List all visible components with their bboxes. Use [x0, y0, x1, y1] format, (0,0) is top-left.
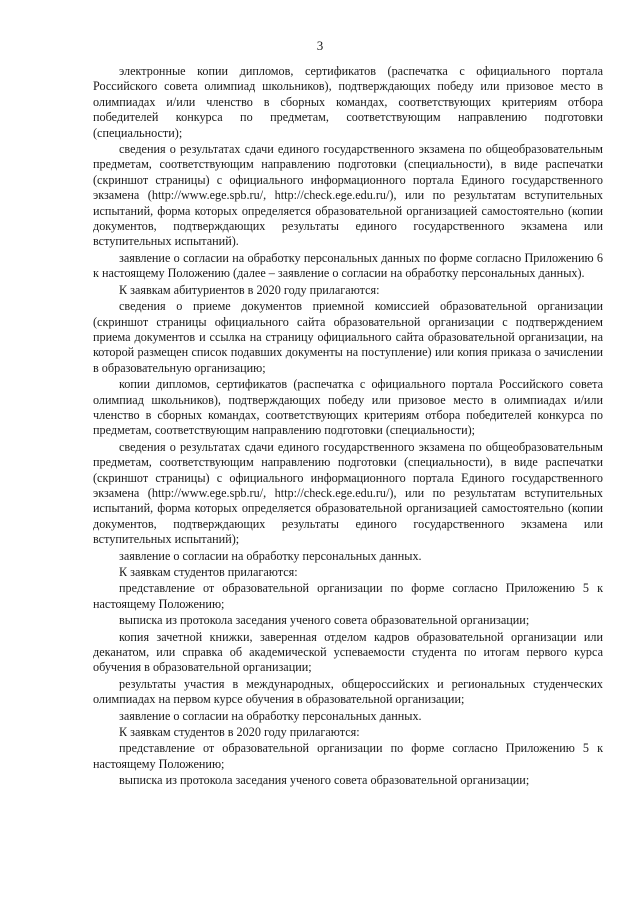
- paragraph: выписка из протокола заседания ученого совета образовательной организации;: [119, 773, 530, 788]
- paragraph: сведения о результатах сдачи единого государственного экзамена по общеобразовательным предметам, соответствующим направлению подготовки (специальности), в виде распечатки (скриншот страницы) с официального информационного портала Единого государственного экзамена (http://www.ege.spb.ru/, http://check.ege.edu.ru/), или по результатам вступительных испытаний, форма которых определяется образовательной организацией самостоятельно (копии документов, подтверждающих результаты единого государственного экзамена или вступительных испытаний).: [93, 142, 603, 249]
- paragraph: результаты участия в международных, общероссийских и региональных студенческих олимпиадах на первом курсе обучения в образовательной организации;: [93, 676, 603, 707]
- paragraph: К заявкам абитуриентов в 2020 году прилагаются:: [119, 282, 380, 297]
- paragraph: заявление о согласии на обработку персональных данных.: [119, 548, 422, 563]
- paragraph: представление от образовательной организации по форме согласно Приложению 5 к настоящему Положению;: [93, 741, 603, 771]
- document-body: [93, 64, 603, 790]
- paragraph: сведения о приеме документов приемной комиссией образовательной организации (скриншот страницы официального сайта образовательной организации с подтверждением приема документов и ссылка на страницу официального сайта образовательной организации, на которой размещен список подавших документы на поступление) или копия приказа о зачислении в образовательную организацию;: [93, 299, 603, 375]
- paragraph: заявление о согласии на обработку персональных данных.: [119, 708, 422, 723]
- paragraph: К заявкам студентов прилагаются:: [119, 565, 298, 579]
- paragraph: копии дипломов, сертификатов (распечатка с официального портала Российского совета олимпиад школьников), подтверждающих победу или призовое место в олимпиадах и/или членство в сборных командах, соответствующих критериям отбора победителей конкурса по предметам, соответствующим направлению подготовки (специальности);: [93, 377, 603, 438]
- paragraph: копия зачетной книжки, заверенная отделом кадров образовательной организации или деканатом, или справка об академической успеваемости студента по итогам первого курса обучения в образовательной организации;: [93, 629, 603, 675]
- paragraph: заявление о согласии на обработку персональных данных по форме согласно Приложению 6 к настоящему Положению (далее – заявление о согласии на обработку персональных данных).: [93, 250, 603, 281]
- paragraph: представление от образовательной организации по форме согласно Приложению 5 к настоящему Положению;: [93, 581, 603, 611]
- paragraph: выписка из протокола заседания ученого совета образовательной организации;: [119, 613, 530, 628]
- page-number: 3: [316, 38, 324, 53]
- paragraph: сведения о результатах сдачи единого государственного экзамена по общеобразовательным предметам, соответствующим направлению подготовки (специальности), в виде распечатки (скриншот страницы) с официального информационного портала Единого государственного экзамена (http://www.ege.spb.ru/, http://check.ege.edu.ru/), или по результатам вступительных испытаний, форма которых определяется образовательной организацией самостоятельно (копии документов, подтверждающих результаты единого государственного экзамена или вступительных испытаний);: [93, 439, 603, 547]
- paragraph: К заявкам студентов в 2020 году прилагаются:: [119, 725, 360, 740]
- paragraph: электронные копии дипломов, сертификатов (распечатка с официального портала Российского совета олимпиад школьников), подтверждающих победу или призовое место в олимпиадах и/или членство в сборных командах, соответствующих критериям отбора победителей конкурса по предметам, соответствующим направлению подготовки (специальности);: [93, 64, 603, 140]
